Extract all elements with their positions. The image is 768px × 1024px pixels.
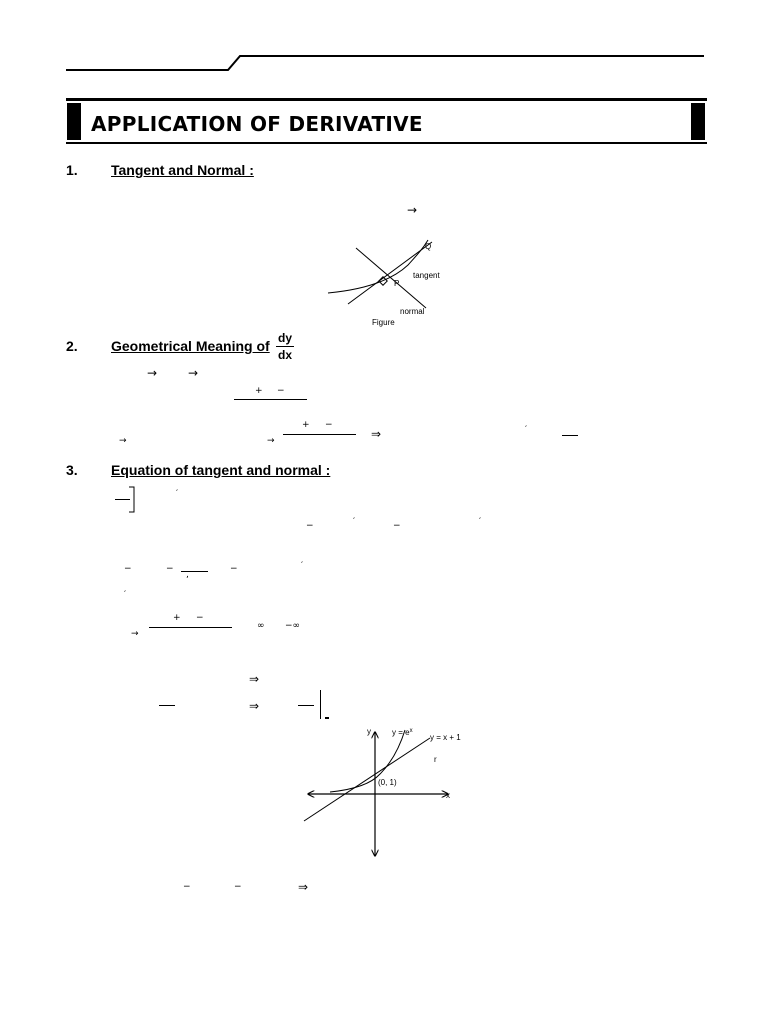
arrow-symbol: → (267, 436, 275, 446)
fraction-bar (149, 627, 232, 628)
title-block-left (67, 103, 81, 140)
fraction-bar (159, 705, 175, 706)
plus-symbol: + (302, 420, 310, 430)
implies-symbol: ⇒ (371, 427, 382, 441)
fraction-bar (276, 346, 294, 347)
prime-symbol: ′ (176, 489, 179, 499)
fraction-bar (234, 399, 307, 400)
arrow-symbol: → (131, 629, 139, 639)
label-y: y (367, 727, 371, 736)
plus-symbol: + (173, 613, 181, 623)
implies-symbol: ⇒ (249, 672, 260, 686)
minus-symbol: − (325, 420, 333, 430)
fraction-denominator: dx (277, 348, 292, 362)
minus-symbol: − (230, 564, 238, 574)
implies-symbol: ⇒ (298, 880, 309, 894)
figure-caption: Figure (372, 318, 395, 327)
section-1-number: 1. (66, 162, 78, 178)
minus-symbol: − (183, 882, 191, 892)
section-3-heading: Equation of tangent and normal : (111, 462, 331, 478)
label-x: x (446, 791, 450, 800)
page-title: APPLICATION OF DERIVATIVE (91, 112, 423, 136)
prime-symbol: ′ (479, 517, 482, 527)
label-q: Q (425, 242, 432, 251)
arrow-symbol: → (147, 366, 158, 380)
label-line: y = x + 1 (430, 733, 461, 742)
minus-symbol: − (196, 613, 204, 623)
implies-symbol: ⇒ (249, 699, 260, 713)
section-2-heading: Geometrical Meaning of (111, 338, 270, 354)
infinity-symbol: ∞ (257, 621, 265, 631)
label-p: P (394, 279, 400, 288)
minus-symbol: − (124, 564, 132, 574)
subscript-mark (325, 717, 329, 719)
prime-symbol: ′ (301, 561, 304, 571)
title-block-right (691, 103, 705, 140)
arrow-symbol: → (119, 436, 127, 446)
minus-symbol: − (277, 386, 285, 396)
prime-symbol: ′ (124, 590, 127, 600)
fraction-bar (562, 435, 578, 436)
comma-symbol: , (186, 570, 189, 580)
minus-symbol: − (234, 882, 242, 892)
fraction-bar (283, 434, 356, 435)
section-1-heading: Tangent and Normal : (111, 162, 254, 178)
fraction-numerator: dy (277, 331, 292, 345)
exponential-tangent-figure (300, 724, 470, 860)
section-3-number: 3. (66, 462, 78, 478)
prime-symbol: ′ (525, 425, 528, 435)
negative-infinity-symbol: −∞ (285, 621, 301, 631)
plus-symbol: + (255, 386, 263, 396)
arrow-symbol: → (407, 203, 418, 217)
header-rule (0, 0, 768, 80)
arrow-symbol: → (188, 366, 199, 380)
tangent-normal-figure (320, 232, 450, 332)
tangent-line (304, 738, 430, 821)
label-point: (0, 1) (378, 778, 397, 787)
label-r: r (434, 755, 437, 764)
label-tangent: tangent (413, 271, 440, 280)
evaluation-bar (320, 690, 321, 719)
evaluation-bracket (128, 486, 138, 514)
section-2-number: 2. (66, 338, 78, 354)
label-curve: $y = e^x$ (392, 728, 413, 737)
fraction-bar (298, 705, 314, 706)
minus-symbol: − (306, 521, 314, 531)
minus-symbol: − (393, 521, 401, 531)
label-normal: normal (400, 307, 425, 316)
minus-symbol: − (166, 564, 174, 574)
prime-symbol: ′ (353, 517, 356, 527)
